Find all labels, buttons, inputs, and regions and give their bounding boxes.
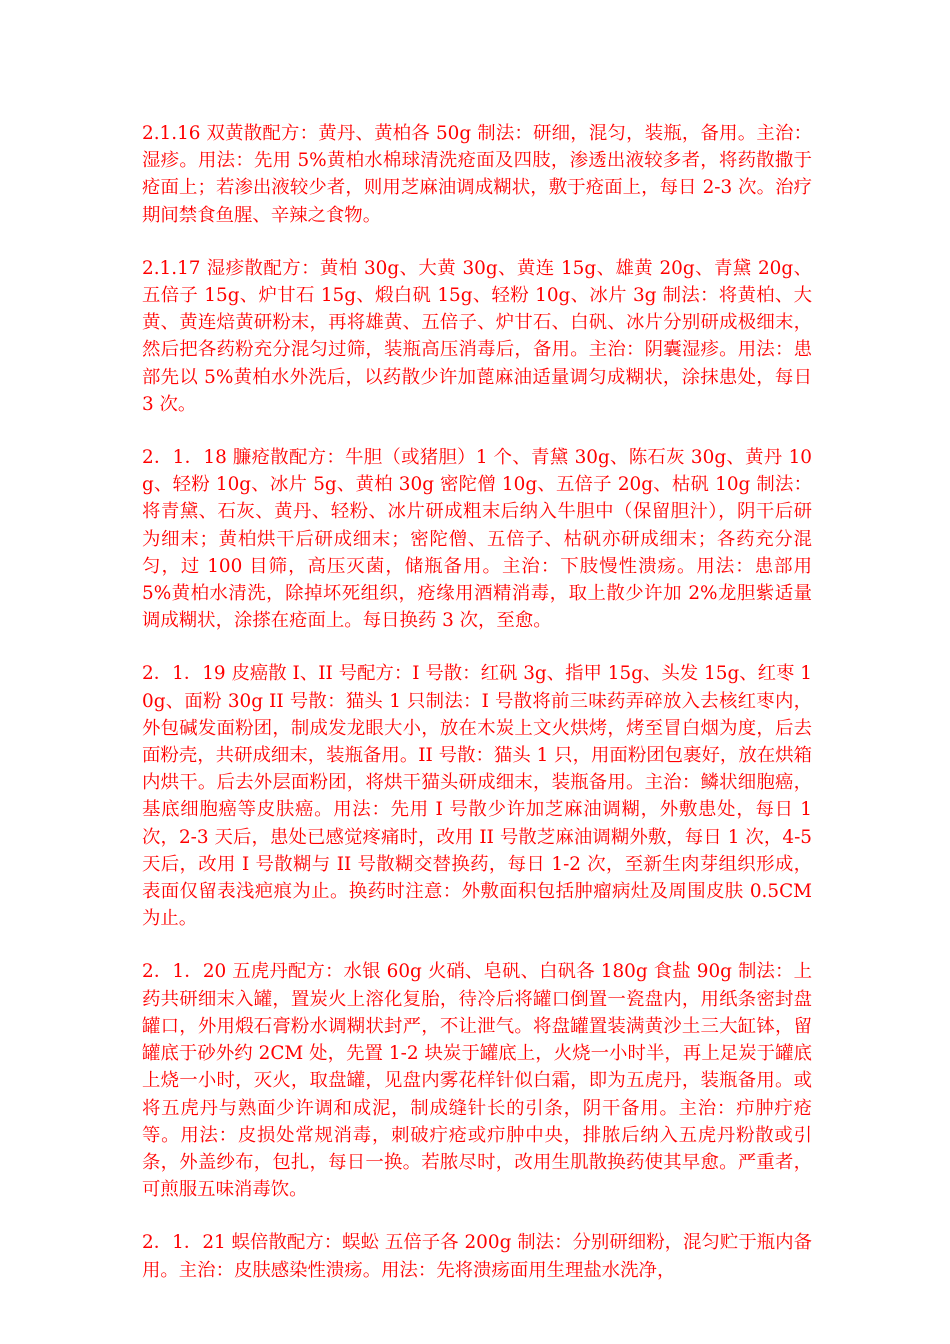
paragraph-2-1-16: 2.1.16 双黄散配方：黄丹、黄柏各 50g 制法：研细，混匀，装瓶，备用。主治：湿疹。用法：先用 5%黄柏水棉球清洗疮面及四肢，渗透出液较多者，将药散撒于疮面上；若渗出液较少者，则用芝麻油调成糊状，敷于疮面上，每日 2-3 次。治疗期间禁食鱼腥、辛辣之食物。 [142,123,812,226]
paragraph-2-1-20: 2．1．20 五虎丹配方：水银 60g 火硝、皂矾、白矾各 180g 食盐 90g 制法：上药共研细末入罐，置炭火上溶化复胎，待冷后将罐口倒置一瓷盘内，用纸条密封盘罐口，外用煅石膏粉水调糊状封严，不让泄气。将盘罐置装满黄沙土三大缸钵，留罐底于砂外约 2CM 处，先置 1-2 块炭于罐底上，火烧一小时半，再上足炭于罐底上烧一小时，灭火，取盘罐，见盘内雾花样针似白霜，即为五虎丹，装瓶备用。或将五虎丹与熟面少许调和成泥，制成缝针长的引条，阴干备用。主治：疖肿疔疮等。用法：皮损处常规消毒，刺破疔疮或疖肿中央，排脓后纳入五虎丹粉散或引条，外盖纱布，包扎，每日一换。若脓尽时，改用生肌散换药使其早愈。严重者，可煎服五味消毒饮。 [142,961,812,1201]
paragraph-2-1-17: 2.1.17 湿疹散配方：黄柏 30g、大黄 30g、黄连 15g、雄黄 20g、青黛 20g、五倍子 15g、炉甘石 15g、煅白矾 15g、轻粉 10g、冰片 3g 制法：将黄柏、大黄、黄连焙黄研粉末，再将雄黄、五倍子、炉甘石、白矾、冰片分别研成极细末，然后把各药粉充分混匀过筛，装瓶高压消毒后，备用。主治：阴囊湿疹。用法：患部先以 5%黄柏水外洗后，以药散少许加蓖麻油适量调匀成糊状，涂抹患处，每日 3 次。 [142,257,812,415]
paragraph-2-1-21: 2．1．21 蜈倍散配方：蜈蚣 五倍子各 200g 制法：分别研细粉，混匀贮于瓶内备用。主治：皮肤感染性溃疡。用法：先将溃疡面用生理盐水洗净， [142,1232,812,1281]
document-page [142,120,812,1284]
paragraph-2-1-19: 2．1．19 皮癌散 I、II 号配方：I 号散：红矾 3g、指甲 15g、头发 15g、红枣 10g、面粉 30g II 号散：猫头 1 只制法：I 号散将前三味药弄碎放入去核红枣内，外包碱发面粉团，制成发龙眼大小，放在木炭上文火烘烤，烤至冒白烟为度，后去面粉壳，共研成细末，装瓶备用。II 号散：猫头 1 只，用面粉团包裹好，放在烘箱内烘干。后去外层面粉团，将烘干猫头研成细末，装瓶备用。主治：鳞状细胞癌，基底细胞癌等皮肤癌。用法：先用 I 号散少许加芝麻油调糊，外敷患处，每日 1 次，2-3 天后，患处已感觉疼痛时，改用 II 号散芝麻油调糊外敷，每日 1 次，4-5 天后，改用 I 号散糊与 II 号散糊交替换药，每日 1-2 次，至新生肉芽组织形成，表面仅留表浅疤痕为止。换药时注意：外敷面积包括肿瘤病灶及周围皮肤 0.5CM 为止。 [142,663,812,930]
paragraph-2-1-18: 2．1．18 臁疮散配方：牛胆（或猪胆）1 个、青黛 30g、陈石灰 30g、黄丹 10g、轻粉 10g、冰片 5g、黄柏 30g 密陀僧 10g、五倍子 20g、枯矾 10g 制法：将青黛、石灰、黄丹、轻粉、冰片研成粗末后纳入牛胆中（保留胆汁），阴干后研为细末；黄柏烘干后研成细末；密陀僧、五倍子、枯矾亦研成细末；各药充分混匀，过 100 目筛，高压灭菌，储瓶备用。主治：下肢慢性溃疡。用法：患部用 5%黄柏水清洗，除掉坏死组织，疮缘用酒精消毒，取上散少许加 2%龙胆紫适量调成糊状，涂搽在疮面上。每日换药 3 次，至愈。 [142,447,812,632]
